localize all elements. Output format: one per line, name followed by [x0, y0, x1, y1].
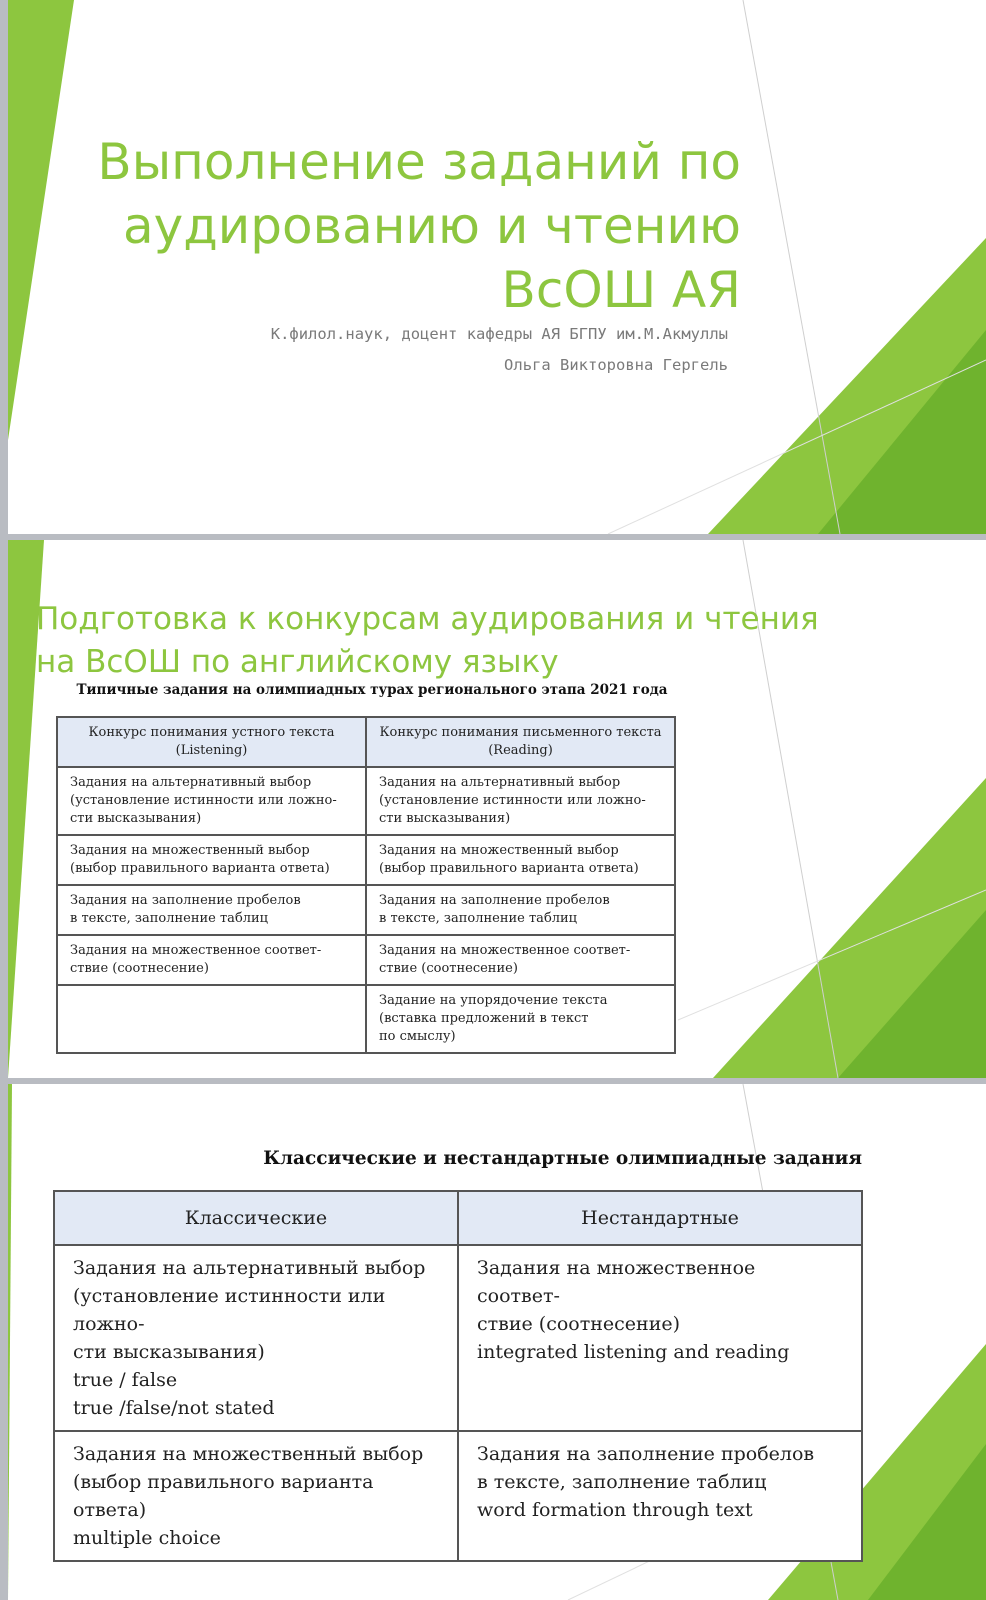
author-credentials: К.филол.наук, доцент кафедры АЯ БГПУ им.М.Акмуллы	[270, 325, 728, 343]
table-cell: Задания на множественный выбор (выбор правильного варианта ответа)	[57, 835, 366, 885]
table-caption: Классические и нестандартные олимпиадные задания	[263, 1148, 862, 1169]
slide-classic-vs-nonstandard	[8, 1084, 986, 1600]
title-line: аудированию и чтению	[123, 197, 741, 255]
table-row	[57, 985, 675, 1053]
table-cell: Задания на альтернативный выбор (установление истинности или ложно- сти высказывания)	[366, 767, 675, 835]
table-row	[54, 1431, 862, 1561]
slide-title	[8, 0, 986, 534]
table-row	[57, 935, 675, 985]
table-header-row	[54, 1191, 862, 1245]
header-nonstandard: Нестандартные	[458, 1191, 862, 1245]
header-reading: Конкурс понимания письменного текста (Reading)	[366, 717, 675, 767]
table-cell: Задания на заполнение пробелов в тексте, заполнение таблиц	[57, 885, 366, 935]
table-row	[57, 835, 675, 885]
table-cell: Задания на множественное соответ- ствие (соотнесение) integrated listening and reading	[458, 1245, 862, 1431]
table-header-row	[57, 717, 675, 767]
title-line: Подготовка к конкурсам аудирования и чтения	[36, 601, 819, 637]
slide-title	[36, 598, 819, 684]
table-cell: Задания на множественный выбор (выбор правильного варианта ответа) multiple choice	[54, 1431, 458, 1561]
author-name: Ольга Викторовна Гергель	[504, 356, 728, 374]
tasks-table	[56, 716, 676, 1054]
table-cell: Задания на заполнение пробелов в тексте, заполнение таблиц	[366, 885, 675, 935]
table-row	[54, 1245, 862, 1431]
left-green-wedge	[8, 0, 74, 440]
title-line: на ВсОШ по английскому языку	[36, 644, 559, 680]
title-line: ВсОШ АЯ	[501, 261, 741, 319]
table-row	[57, 767, 675, 835]
table-row	[57, 885, 675, 935]
presentation-title	[97, 130, 741, 322]
table-cell: Задания на множественное соответ- ствие (соотнесение)	[57, 935, 366, 985]
classic-nonstandard-table	[53, 1190, 863, 1562]
table-cell	[57, 985, 366, 1053]
table-cell: Задания на множественное соответ- ствие (соотнесение)	[366, 935, 675, 985]
header-classic: Классические	[54, 1191, 458, 1245]
table-cell: Задания на альтернативный выбор (установление истинности или ложно- сти высказывания) true / false true /false/not stated	[54, 1245, 458, 1431]
table-cell: Задания на альтернативный выбор (установление истинности или ложно- сти высказывания)	[57, 767, 366, 835]
header-listening: Конкурс понимания устного текста (Listening)	[57, 717, 366, 767]
left-green-wedge	[8, 1084, 12, 1600]
table-caption: Типичные задания на олимпиадных турах регионального этапа 2021 года	[76, 682, 668, 698]
table-cell: Задание на упорядочение текста (вставка предложений в текст по смыслу)	[366, 985, 675, 1053]
table-cell: Задания на заполнение пробелов в тексте, заполнение таблиц word formation through text	[458, 1431, 862, 1561]
title-line: Выполнение заданий по	[97, 133, 741, 191]
table-cell: Задания на множественный выбор (выбор правильного варианта ответа)	[366, 835, 675, 885]
slide-preparation	[8, 540, 986, 1078]
